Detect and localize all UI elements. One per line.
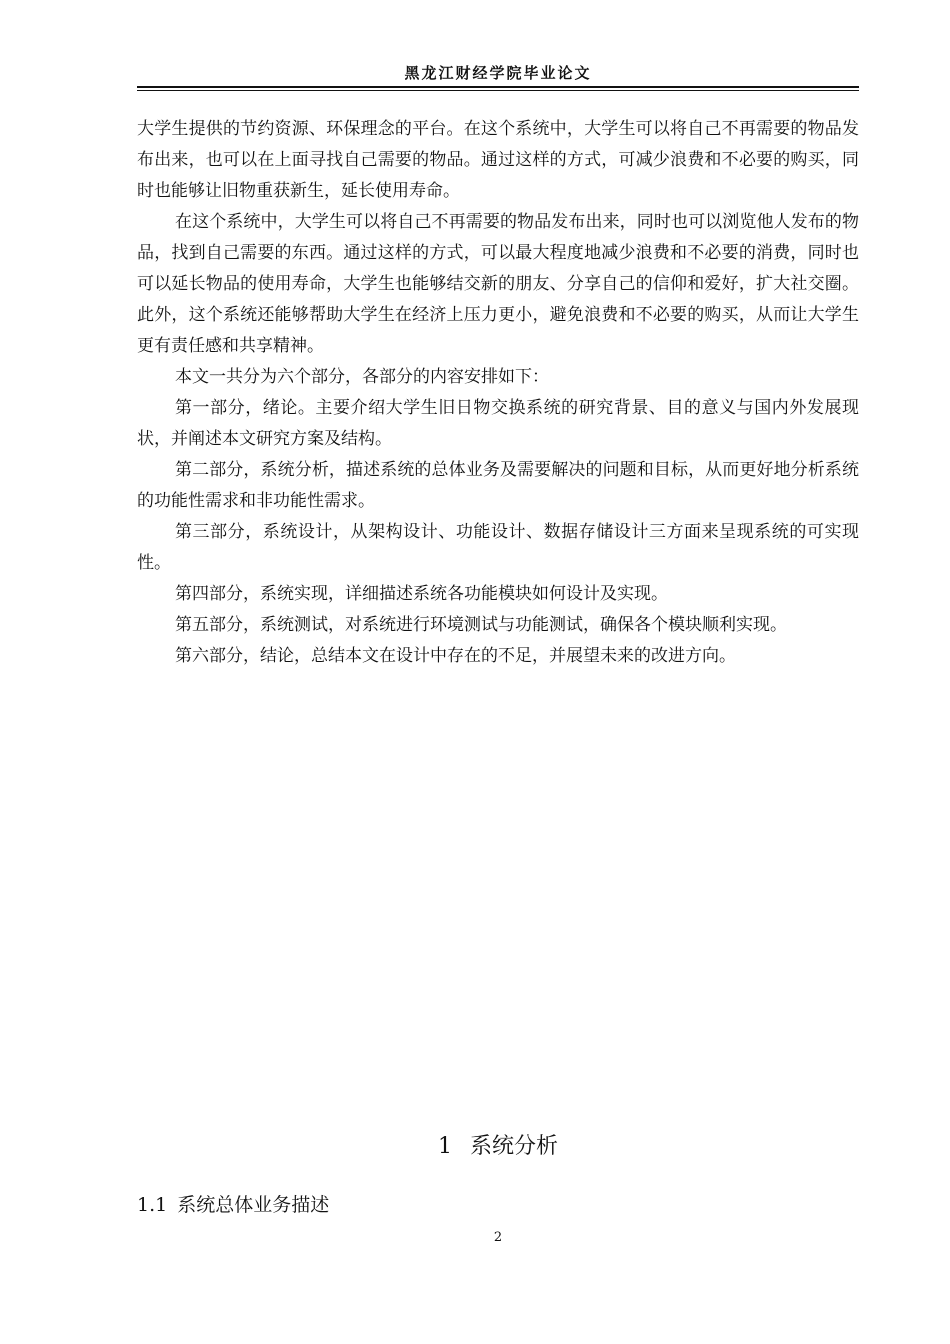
chapter-title: 系统分析: [469, 1134, 558, 1159]
section-title: 系统总体业务描述: [177, 1194, 330, 1216]
header-rule-thin: [137, 90, 859, 91]
paragraph: 第六部分，结论，总结本文在设计中存在的不足，并展望未来的改进方向。: [175, 646, 736, 666]
paragraph-continuation: 大学生提供的节约资源、环保理念的平台。在这个系统中，大学生可以将自己不再需要的物品发布出来，也可以在上面寻找自己需要的物品。通过这样的方式，可减少浪费和不必要的购买，同时也能够让旧物重获新生，延长使用寿命。: [137, 119, 859, 201]
body-text: [137, 114, 859, 672]
chapter-heading: [137, 1129, 859, 1160]
paragraph: 第四部分，系统实现，详细描述系统各功能模块如何设计及实现。: [175, 584, 668, 604]
chapter-number: 1: [437, 1134, 452, 1159]
page-number: 2: [493, 1230, 503, 1245]
paragraph: 本文一共分为六个部分，各部分的内容安排如下：: [175, 367, 549, 387]
paragraph: 第三部分，系统设计，从架构设计、功能设计、数据存储设计三方面来呈现系统的可实现性。: [137, 522, 859, 573]
paragraph: 第二部分，系统分析，描述系统的总体业务及需要解决的问题和目标，从而更好地分析系统的功能性需求和非功能性需求。: [137, 460, 859, 511]
paragraph: 第五部分，系统测试，对系统进行环境测试与功能测试，确保各个模块顺利实现。: [175, 615, 787, 635]
section-heading: [137, 1190, 329, 1217]
paragraph: 第一部分，绪论。主要介绍大学生旧日物交换系统的研究背景、目的意义与国内外发展现状，并阐述本文研究方案及结构。: [137, 398, 859, 449]
header-rule-thick: [137, 86, 859, 88]
running-header: 黑龙江财经学院毕业论文: [404, 64, 592, 82]
section-number: 1.1: [137, 1194, 168, 1216]
paragraph: 在这个系统中，大学生可以将自己不再需要的物品发布出来，同时也可以浏览他人发布的物品，找到自己需要的东西。通过这样的方式，可以最大程度地减少浪费和不必要的消费，同时也可以延长物品的使用寿命，大学生也能够结交新的朋友、分享自己的信仰和爱好，扩大社交圈。此外，这个系统还能够帮助大学生在经济上压力更小，避免浪费和不必要的购买，从而让大学生更有责任感和共享精神。: [137, 212, 859, 356]
